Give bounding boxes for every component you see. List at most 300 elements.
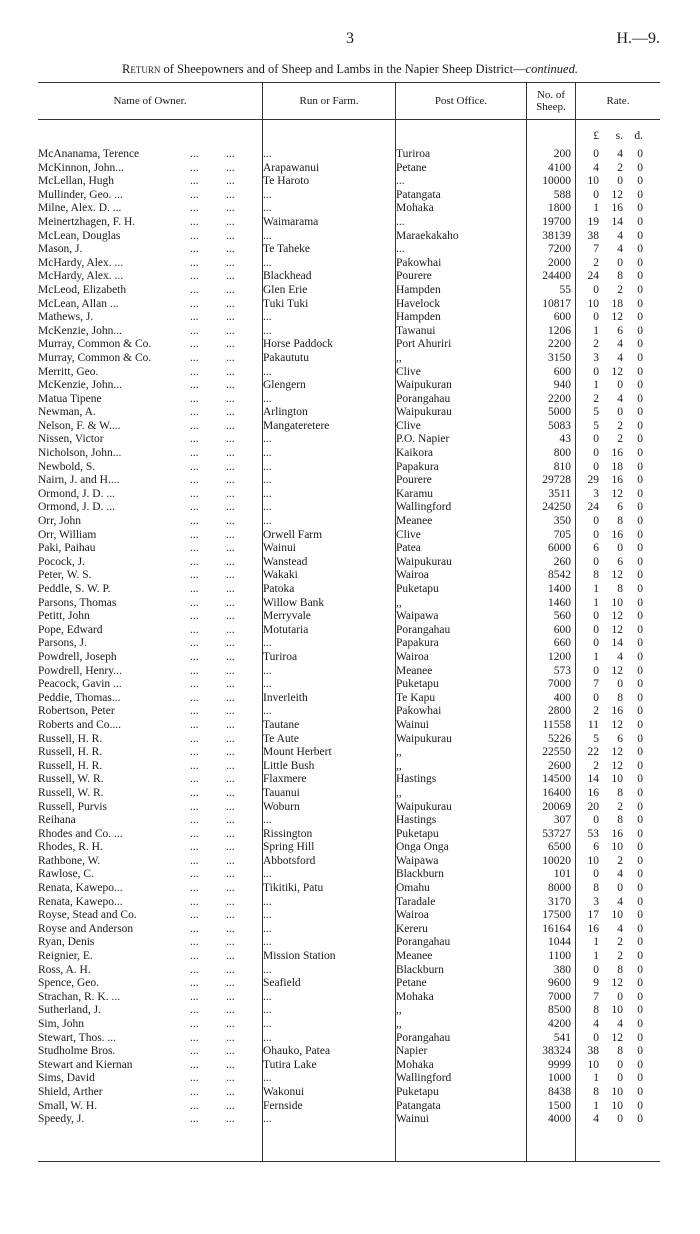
leader-dots: ... xyxy=(226,148,235,160)
run-or-farm: Merryvale xyxy=(263,610,311,623)
header-rate: Rate. xyxy=(606,95,630,107)
leader-dots: ... xyxy=(190,664,199,677)
post-office: Puketapu xyxy=(396,1085,439,1098)
leader-dots: ... xyxy=(190,773,199,786)
rate-pounds: 0 xyxy=(593,1031,599,1044)
rate-pence: 0 xyxy=(637,379,643,392)
run-or-farm: Waimarama xyxy=(263,215,319,228)
leader-dots: ... xyxy=(190,977,199,990)
table-row xyxy=(38,366,660,380)
run-or-farm: ... xyxy=(263,868,272,881)
table-row xyxy=(38,474,660,488)
sheep-count: 7000 xyxy=(548,678,571,691)
header-rule xyxy=(38,119,660,120)
post-office: Waipukurau xyxy=(396,800,452,813)
rate-shillings: 12 xyxy=(611,1031,623,1044)
rate-pounds: 5 xyxy=(593,732,599,745)
rate-pounds: 0 xyxy=(593,460,599,473)
sheep-count: 6000 xyxy=(548,542,571,555)
rate-pounds: 6 xyxy=(593,841,599,854)
owner-name: Newman, A. xyxy=(38,406,96,419)
rate-pence: 0 xyxy=(637,977,643,990)
post-office: Pourere xyxy=(396,270,432,283)
sheep-count: 24400 xyxy=(542,270,571,283)
run-or-farm: Wakonui xyxy=(263,1085,305,1098)
rate-pence: 0 xyxy=(637,936,643,949)
run-or-farm: Tutira Lake xyxy=(263,1058,317,1071)
rate-pence: 0 xyxy=(637,487,643,500)
rate-pence: 0 xyxy=(637,610,643,623)
rate-pounds: 1 xyxy=(593,936,599,949)
table-row xyxy=(38,1059,660,1073)
rate-pounds: 10 xyxy=(587,854,599,867)
owner-name: Milne, Alex. D. ... xyxy=(38,202,122,215)
table-row xyxy=(38,311,660,325)
run-or-farm: Inverleith xyxy=(263,691,308,704)
title-suffix: continued. xyxy=(525,62,578,76)
rate-shillings: 4 xyxy=(617,868,623,881)
table-row xyxy=(38,379,660,393)
rate-shillings: 18 xyxy=(611,460,623,473)
owner-name: Reihana xyxy=(38,814,76,827)
leader-dots: ... xyxy=(226,718,235,731)
run-or-farm: ... xyxy=(263,515,272,528)
table-row xyxy=(38,325,660,339)
leader-dots: ... xyxy=(226,474,235,487)
post-office: Hastings xyxy=(396,814,437,827)
rate-shillings: 8 xyxy=(617,691,623,704)
leader-dots: ... xyxy=(190,1058,199,1071)
rate-pounds: 0 xyxy=(593,515,599,528)
rate-shillings: 12 xyxy=(611,664,623,677)
rate-shillings: 18 xyxy=(611,297,623,310)
run-or-farm: ... xyxy=(263,814,272,827)
rate-pounds: 11 xyxy=(587,718,599,731)
rate-shillings: 0 xyxy=(617,379,623,392)
table-row xyxy=(38,801,660,815)
leader-dots: ... xyxy=(226,202,235,215)
rate-shillings: 16 xyxy=(611,827,623,840)
rate-pounds: 7 xyxy=(593,990,599,1003)
post-office: Patangata xyxy=(396,188,441,201)
owner-name: Meinertzhagen, F. H. xyxy=(38,215,136,228)
rate-pounds: 1 xyxy=(593,583,599,595)
leader-dots: ... xyxy=(226,297,235,310)
rate-shillings: 4 xyxy=(617,895,623,908)
rate-pounds: 1 xyxy=(593,950,599,963)
sheep-count: 7200 xyxy=(548,243,571,256)
table-row xyxy=(38,1045,660,1059)
owner-name: McHardy, Alex. ... xyxy=(38,256,124,269)
table-row xyxy=(38,257,660,271)
leader-dots: ... xyxy=(226,1058,235,1071)
run-or-farm: Tuki Tuki xyxy=(263,297,309,310)
leader-dots: ... xyxy=(226,229,235,242)
leader-dots: ... xyxy=(190,447,199,460)
rate-shillings: 10 xyxy=(611,1085,623,1098)
leader-dots: ... xyxy=(190,746,199,759)
post-office: Mohaka xyxy=(396,1058,434,1071)
rate-pence: 0 xyxy=(637,664,643,677)
rate-pounds: 0 xyxy=(593,637,599,650)
rate-pence: 0 xyxy=(637,1004,643,1017)
leader-dots: ... xyxy=(190,909,199,922)
rate-shillings: 0 xyxy=(617,1072,623,1085)
rate-pence: 0 xyxy=(637,650,643,663)
post-office: Patea xyxy=(396,542,421,555)
leader-dots: ... xyxy=(226,882,235,895)
leader-dots: ... xyxy=(226,637,235,650)
leader-dots: ... xyxy=(226,977,235,990)
leader-dots: ... xyxy=(190,474,199,487)
rate-shillings: 8 xyxy=(617,583,623,595)
run-or-farm: ... xyxy=(263,460,272,473)
leader-dots: ... xyxy=(226,746,235,759)
post-office: Taradale xyxy=(396,895,436,908)
currency-pence: d. xyxy=(634,130,643,142)
run-or-farm: ... xyxy=(263,895,272,908)
table-row xyxy=(38,733,660,747)
run-or-farm: ... xyxy=(263,637,272,650)
run-or-farm: Blackhead xyxy=(263,270,312,283)
rate-pence: 0 xyxy=(637,243,643,256)
header-sheep-line1: No. of xyxy=(536,89,566,101)
rate-shillings: 0 xyxy=(617,542,623,555)
sheep-count: 660 xyxy=(553,637,571,650)
rate-shillings: 16 xyxy=(611,447,623,460)
leader-dots: ... xyxy=(226,351,235,364)
sheep-count: 3511 xyxy=(548,487,571,500)
rate-pounds: 8 xyxy=(593,569,599,582)
leader-dots: ... xyxy=(190,596,199,609)
sheep-count: 3150 xyxy=(548,351,571,364)
leader-dots: ... xyxy=(226,161,235,174)
sheep-count: 541 xyxy=(553,1031,571,1044)
owner-name: Royse and Anderson xyxy=(38,922,134,935)
leader-dots: ... xyxy=(226,419,235,432)
post-office: Waipukurau xyxy=(396,732,452,745)
owner-name: Petitt, John xyxy=(38,610,90,623)
leader-dots: ... xyxy=(226,528,235,541)
rate-pence: 0 xyxy=(637,922,643,935)
owner-name: Robertson, Peter xyxy=(38,705,115,718)
rate-pounds: 0 xyxy=(593,188,599,201)
post-office: Meanee xyxy=(396,664,433,677)
post-office: Meanee xyxy=(396,950,433,963)
leader-dots: ... xyxy=(190,637,199,650)
leader-dots: ... xyxy=(190,1018,199,1030)
owner-name: Merritt, Geo. xyxy=(38,365,99,378)
rate-pounds: 7 xyxy=(593,678,599,691)
owner-name: Renata, Kawepo... xyxy=(38,882,123,895)
owner-name: Murray, Common & Co. xyxy=(38,351,152,364)
leader-dots: ... xyxy=(190,691,199,704)
sheep-count: 38324 xyxy=(542,1045,571,1058)
post-office: Waipukurau xyxy=(396,406,452,419)
leader-dots: ... xyxy=(190,1113,199,1126)
owner-name: Peddie, Thomas... xyxy=(38,691,121,704)
rate-pounds: 4 xyxy=(593,161,599,174)
rate-shillings: 12 xyxy=(611,365,623,378)
leader-dots: ... xyxy=(190,202,199,215)
sheep-count: 2200 xyxy=(548,392,571,405)
run-or-farm: ... xyxy=(263,311,272,324)
leader-dots: ... xyxy=(226,569,235,582)
rate-pounds: 0 xyxy=(593,365,599,378)
leader-dots: ... xyxy=(190,351,199,364)
rate-shillings: 0 xyxy=(617,882,623,895)
leader-dots: ... xyxy=(190,324,199,337)
post-office: Petane xyxy=(396,977,427,990)
leader-dots: ... xyxy=(190,1045,199,1058)
post-office: P.O. Napier xyxy=(396,433,450,446)
post-office: Waipawa xyxy=(396,854,439,867)
rate-pounds: 2 xyxy=(593,256,599,269)
post-office: Clive xyxy=(396,419,421,432)
rate-pence: 0 xyxy=(637,1099,643,1112)
rate-pence: 0 xyxy=(637,1045,643,1058)
leader-dots: ... xyxy=(226,379,235,392)
run-or-farm: Pakaututu xyxy=(263,351,309,364)
run-or-farm: Te Haroto xyxy=(263,175,310,188)
leader-dots: ... xyxy=(226,406,235,419)
sheep-count: 5226 xyxy=(548,732,571,745)
sheepowners-table xyxy=(38,82,660,1162)
post-office: Port Ahuriri xyxy=(396,338,452,351)
table-row xyxy=(38,1004,660,1018)
leader-dots: ... xyxy=(190,827,199,840)
rate-pence: 0 xyxy=(637,148,643,160)
table-row xyxy=(38,298,660,312)
post-office: Meanee xyxy=(396,515,433,528)
leader-dots: ... xyxy=(190,814,199,827)
leader-dots: ... xyxy=(190,786,199,799)
post-office: Clive xyxy=(396,528,421,541)
leader-dots: ... xyxy=(190,379,199,392)
owner-name: Sim, John xyxy=(38,1018,85,1030)
rate-pounds: 2 xyxy=(593,705,599,718)
rate-pounds: 1 xyxy=(593,324,599,337)
leader-dots: ... xyxy=(190,718,199,731)
leader-dots: ... xyxy=(226,501,235,514)
run-or-farm: ... xyxy=(263,922,272,935)
run-or-farm: ... xyxy=(263,1031,272,1044)
leader-dots: ... xyxy=(226,895,235,908)
sheep-count: 2000 xyxy=(548,256,571,269)
run-or-farm: ... xyxy=(263,664,272,677)
rate-pounds: 8 xyxy=(593,1085,599,1098)
post-office: Papakura xyxy=(396,460,439,473)
rate-shillings: 10 xyxy=(611,596,623,609)
post-office: Wainui xyxy=(396,718,429,731)
rate-shillings: 6 xyxy=(617,555,623,568)
leader-dots: ... xyxy=(226,990,235,1003)
post-office: Wallingford xyxy=(396,1072,452,1085)
leader-dots: ... xyxy=(226,270,235,283)
sheep-count: 10020 xyxy=(542,854,571,867)
rate-shillings: 4 xyxy=(617,243,623,256)
rate-shillings: 4 xyxy=(617,148,623,160)
rate-pence: 0 xyxy=(637,596,643,609)
post-office: Kereru xyxy=(396,922,428,935)
sheep-count: 588 xyxy=(553,188,571,201)
leader-dots: ... xyxy=(226,433,235,446)
table-row xyxy=(38,284,660,298)
rate-shillings: 8 xyxy=(617,963,623,976)
sheep-count: 400 xyxy=(553,691,571,704)
post-office: ,, xyxy=(396,351,402,364)
rate-pounds: 1 xyxy=(593,1099,599,1112)
owner-name: Rathbone, W. xyxy=(38,854,101,867)
rate-shillings: 10 xyxy=(611,1004,623,1017)
run-or-farm: Tauanui xyxy=(263,786,300,799)
table-row xyxy=(38,678,660,692)
table-row xyxy=(38,243,660,257)
owner-name: Reignier, E. xyxy=(38,950,93,963)
run-or-farm: ... xyxy=(263,1004,272,1017)
sheep-count: 53727 xyxy=(542,827,571,840)
leader-dots: ... xyxy=(190,528,199,541)
sheep-count: 8500 xyxy=(548,1004,571,1017)
rate-shillings: 16 xyxy=(611,528,623,541)
rate-pounds: 8 xyxy=(593,882,599,895)
rate-pounds: 1 xyxy=(593,650,599,663)
rate-pounds: 22 xyxy=(587,746,599,759)
rate-pence: 0 xyxy=(637,746,643,759)
rate-pence: 0 xyxy=(637,950,643,963)
sheep-count: 2800 xyxy=(548,705,571,718)
rate-shillings: 12 xyxy=(611,311,623,324)
post-office: Wairoa xyxy=(396,569,429,582)
sheep-count: 600 xyxy=(553,365,571,378)
run-or-farm: Little Bush xyxy=(263,759,315,772)
table-row xyxy=(38,542,660,556)
leader-dots: ... xyxy=(226,854,235,867)
rate-pounds: 24 xyxy=(587,270,599,283)
run-or-farm: Seafield xyxy=(263,977,301,990)
sheep-count: 1100 xyxy=(548,950,571,963)
rate-pounds: 5 xyxy=(593,406,599,419)
owner-name: Russell, W. R. xyxy=(38,773,104,786)
post-office: Tawanui xyxy=(396,324,436,337)
sheep-count: 14500 xyxy=(542,773,571,786)
leader-dots: ... xyxy=(190,623,199,636)
table-row xyxy=(38,529,660,543)
leader-dots: ... xyxy=(226,759,235,772)
sheep-count: 2200 xyxy=(548,338,571,351)
sheep-count: 9999 xyxy=(548,1058,571,1071)
table-row xyxy=(38,868,660,882)
sheep-count: 350 xyxy=(553,515,571,528)
header-run: Run or Farm. xyxy=(299,95,359,107)
rate-shillings: 12 xyxy=(611,623,623,636)
leader-dots: ... xyxy=(190,188,199,201)
leader-dots: ... xyxy=(226,215,235,228)
sheep-count: 1206 xyxy=(548,324,571,337)
rate-pence: 0 xyxy=(637,705,643,718)
table-row xyxy=(38,488,660,502)
sheep-count: 38139 xyxy=(542,229,571,242)
table-row xyxy=(38,433,660,447)
post-office: Maraekakaho xyxy=(396,229,459,242)
rate-pounds: 2 xyxy=(593,392,599,405)
rate-pence: 0 xyxy=(637,460,643,473)
rate-pounds: 14 xyxy=(587,773,599,786)
sheep-count: 5000 xyxy=(548,406,571,419)
owner-name: Peacock, Gavin ... xyxy=(38,678,122,691)
sheep-count: 1200 xyxy=(548,650,571,663)
owner-name: Paki, Paihau xyxy=(38,542,96,555)
rate-pounds: 0 xyxy=(593,311,599,324)
leader-dots: ... xyxy=(226,1085,235,1098)
rate-pounds: 4 xyxy=(593,1113,599,1126)
rate-pence: 0 xyxy=(637,256,643,269)
rate-pounds: 38 xyxy=(587,229,599,242)
owner-name: Ormond, J. D. ... xyxy=(38,501,115,514)
rate-pounds: 8 xyxy=(593,1004,599,1017)
run-or-farm: Fernside xyxy=(263,1099,303,1112)
post-office: Wairoa xyxy=(396,909,429,922)
rate-pounds: 16 xyxy=(587,922,599,935)
run-or-farm: Tikitiki, Patu xyxy=(263,882,324,895)
run-or-farm: Wainui xyxy=(263,542,296,555)
post-office: Hampden xyxy=(396,283,441,296)
rate-pounds: 6 xyxy=(593,542,599,555)
post-office: Omahu xyxy=(396,882,430,895)
run-or-farm: ... xyxy=(263,1113,272,1126)
rate-pounds: 0 xyxy=(593,868,599,881)
table-row xyxy=(38,556,660,570)
owner-name: Studholme Bros. xyxy=(38,1045,116,1058)
leader-dots: ... xyxy=(190,705,199,718)
rate-pounds: 0 xyxy=(593,528,599,541)
run-or-farm: ... xyxy=(263,447,272,460)
rate-pounds: 24 xyxy=(587,501,599,514)
rate-shillings: 2 xyxy=(617,854,623,867)
rate-pence: 0 xyxy=(637,678,643,691)
leader-dots: ... xyxy=(226,487,235,500)
owner-name: Shield, Arther xyxy=(38,1085,103,1098)
run-or-farm: ... xyxy=(263,365,272,378)
post-office: Mohaka xyxy=(396,202,434,215)
post-office: Havelock xyxy=(396,297,441,310)
post-office: ,, xyxy=(396,786,402,799)
owner-name: Rawlose, C. xyxy=(38,868,94,881)
rate-shillings: 4 xyxy=(617,922,623,935)
owner-name: Sims, David xyxy=(38,1072,95,1085)
sheep-count: 600 xyxy=(553,623,571,636)
leader-dots: ... xyxy=(226,338,235,351)
run-or-farm: ... xyxy=(263,229,272,242)
rate-pounds: 0 xyxy=(593,433,599,446)
rate-pounds: 2 xyxy=(593,759,599,772)
rate-pence: 0 xyxy=(637,827,643,840)
rate-shillings: 6 xyxy=(617,732,623,745)
owner-name: McKenzie, John... xyxy=(38,379,122,392)
sheep-count: 1000 xyxy=(548,1072,571,1085)
owner-name: Nelson, F. & W.... xyxy=(38,419,121,432)
leader-dots: ... xyxy=(190,542,199,555)
owner-name: Russell, Purvis xyxy=(38,800,108,813)
owner-name: Russell, H. R. xyxy=(38,759,103,772)
leader-dots: ... xyxy=(190,215,199,228)
post-office: Mohaka xyxy=(396,990,434,1003)
rate-shillings: 0 xyxy=(617,990,623,1003)
owner-name: Speedy, J. xyxy=(38,1113,85,1126)
run-or-farm: ... xyxy=(263,474,272,487)
sheep-count: 573 xyxy=(553,664,571,677)
post-office: ,, xyxy=(396,1018,402,1030)
